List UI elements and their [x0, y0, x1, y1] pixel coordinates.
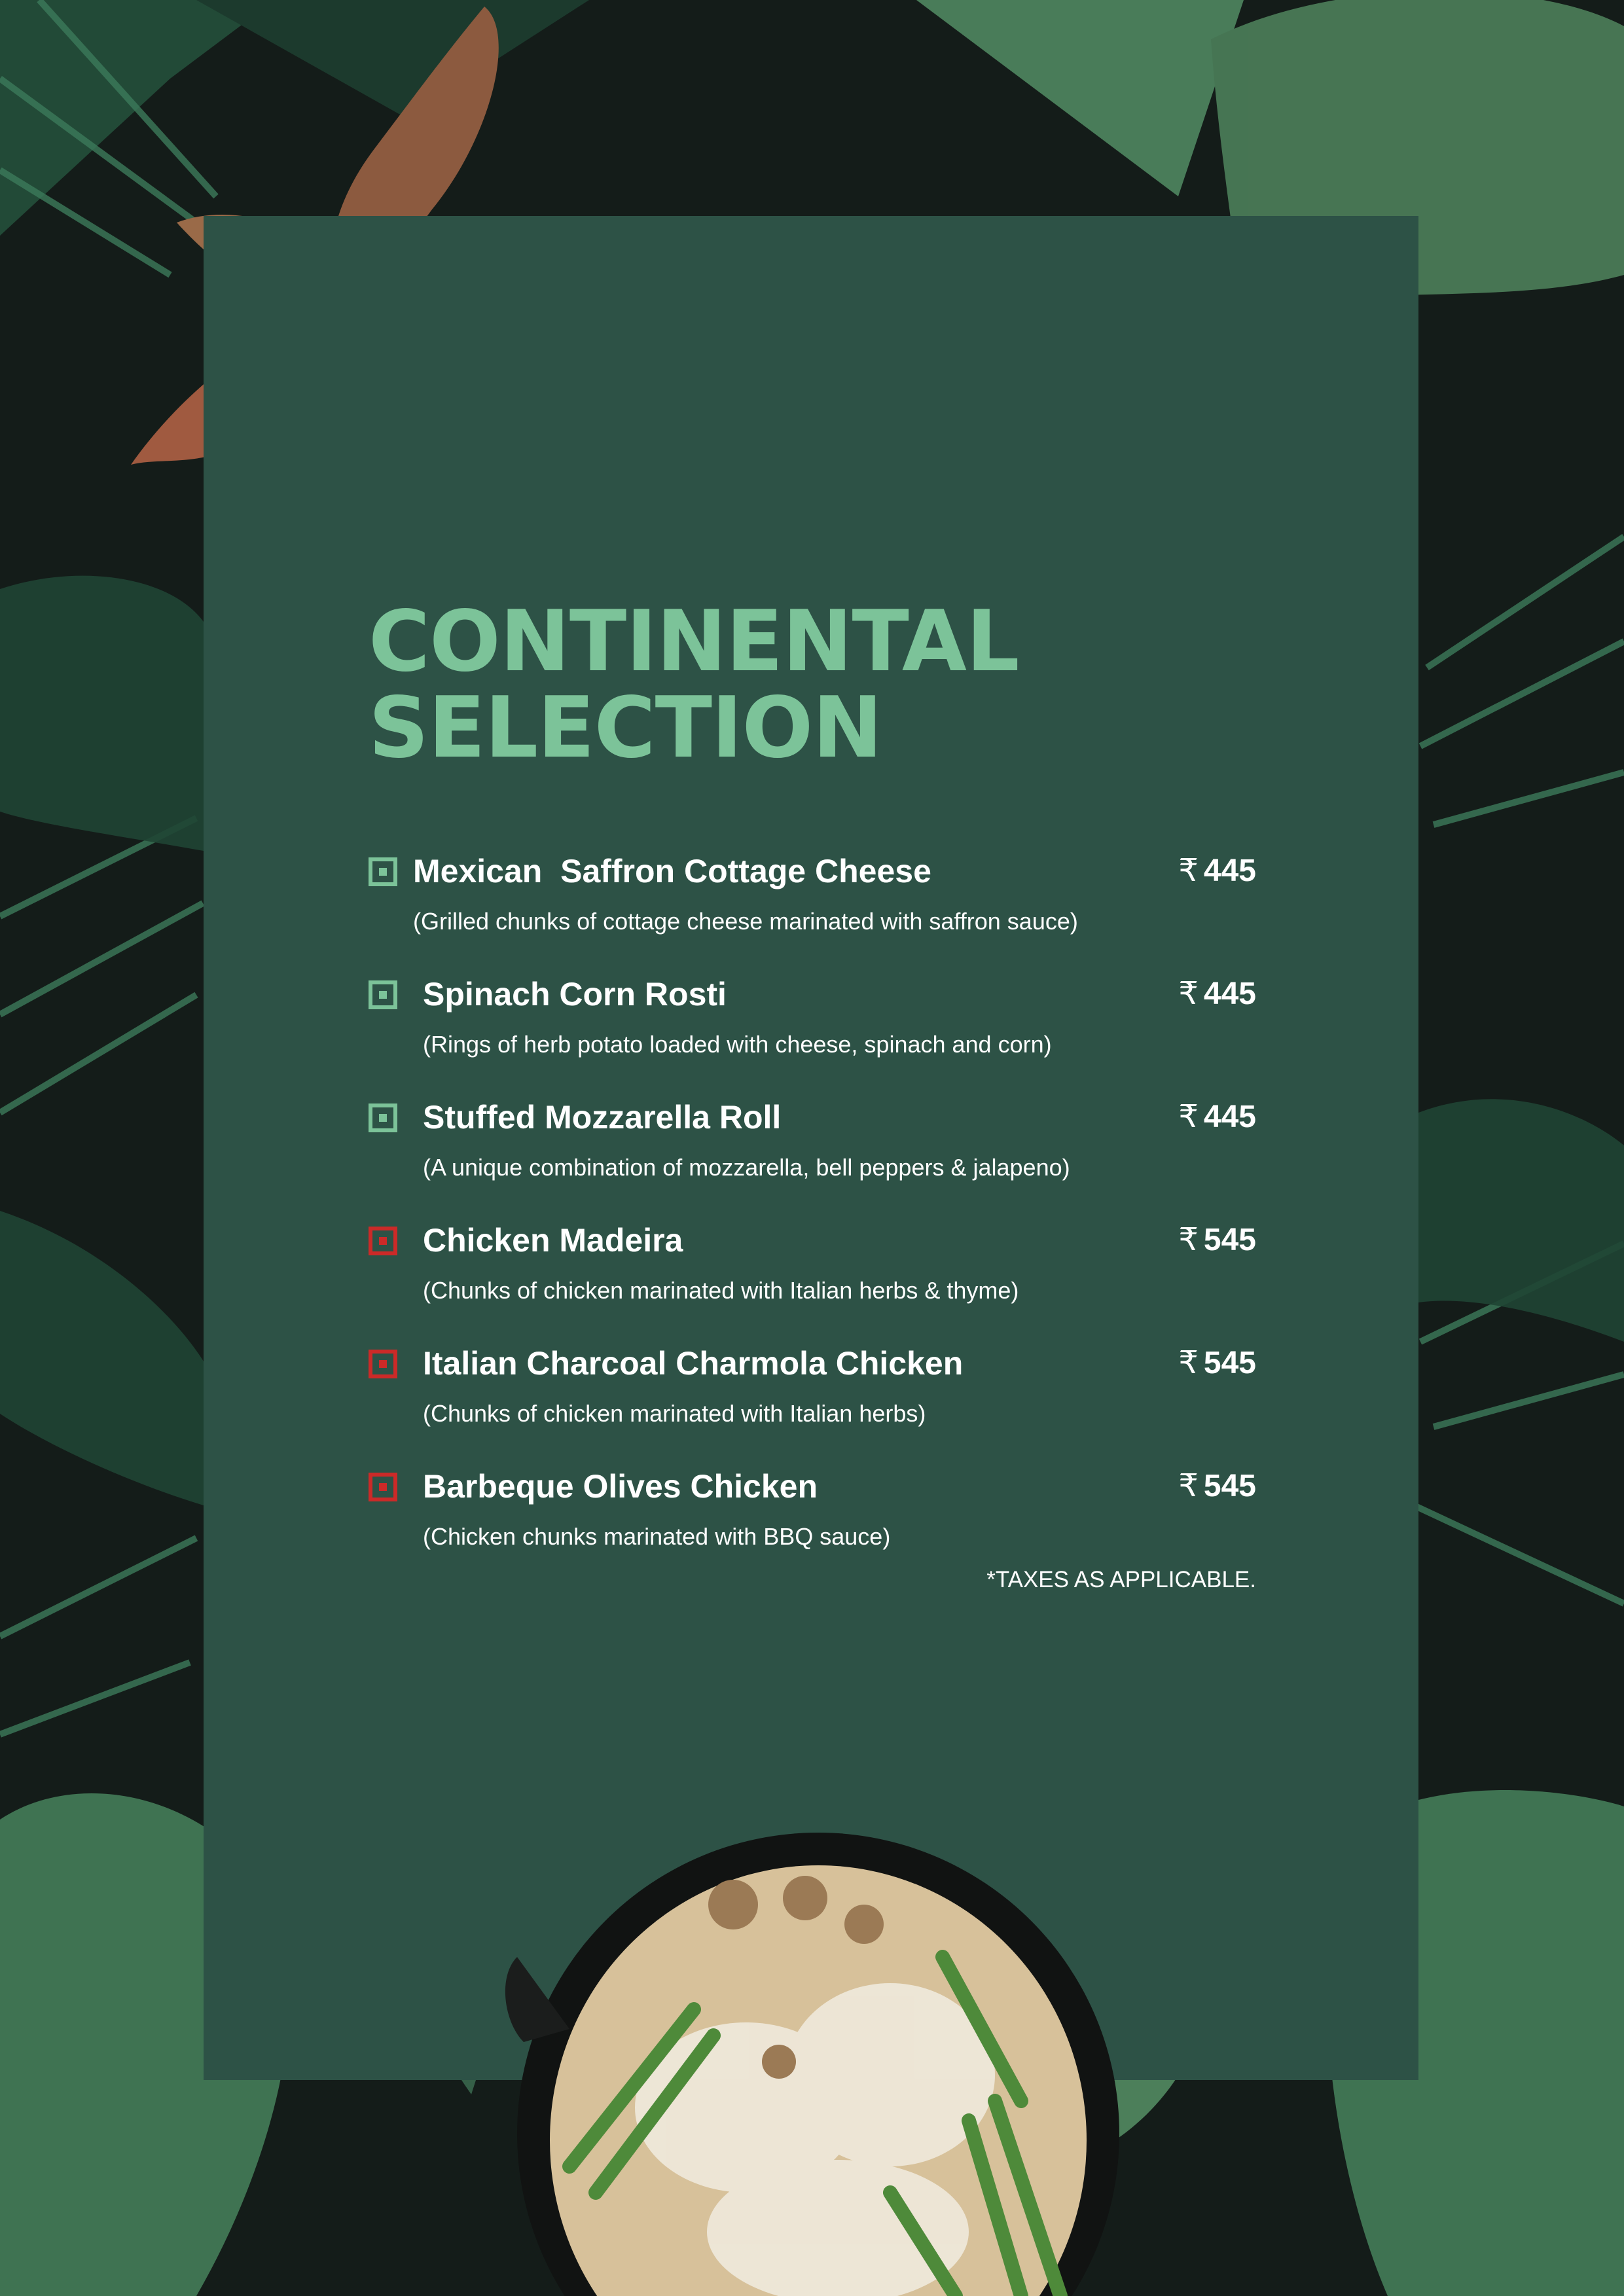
item-description: (Chunks of chicken marinated with Italian herbs & thyme) — [423, 1277, 1019, 1304]
item-price-value: 445 — [1203, 977, 1256, 1011]
item-price — [1178, 967, 1256, 1021]
non-veg-marker-icon — [369, 1227, 397, 1255]
menu-item — [369, 967, 1256, 1085]
menu-title-line-2: SELECTION — [369, 679, 882, 777]
menu-item — [369, 1213, 1256, 1331]
menu-title — [369, 593, 1019, 777]
rupee-icon: ₹ — [1178, 977, 1199, 1011]
item-description: (Rings of herb potato loaded with cheese, spinach and corn) — [423, 1031, 1052, 1058]
item-price — [1178, 1090, 1256, 1144]
veg-marker-icon — [369, 1103, 397, 1132]
taxes-note: *TAXES AS APPLICABLE. — [986, 1567, 1256, 1592]
menu-item — [369, 1460, 1256, 1577]
item-price-value: 545 — [1203, 1346, 1256, 1380]
rupee-icon: ₹ — [1178, 1346, 1199, 1380]
item-name: Barbeque Olives Chicken — [423, 1468, 818, 1505]
item-name: Stuffed Mozzarella Roll — [423, 1099, 782, 1136]
rupee-icon: ₹ — [1178, 1469, 1199, 1503]
item-name: Mexican Saffron Cottage Cheese — [413, 853, 931, 889]
item-name: Chicken Madeira — [423, 1222, 683, 1259]
item-price — [1178, 1460, 1256, 1513]
item-price-value: 545 — [1203, 1469, 1256, 1503]
non-veg-marker-icon — [369, 1350, 397, 1378]
item-description: (Chunks of chicken marinated with Italian herbs) — [423, 1400, 926, 1427]
item-price-value: 545 — [1203, 1223, 1256, 1257]
item-price — [1178, 1336, 1256, 1390]
item-name: Spinach Corn Rosti — [423, 976, 727, 1013]
veg-marker-icon — [369, 980, 397, 1009]
food-photo — [497, 1826, 1139, 2296]
item-name: Italian Charcoal Charmola Chicken — [423, 1345, 964, 1382]
item-price — [1178, 844, 1256, 898]
item-price — [1178, 1213, 1256, 1267]
rupee-icon: ₹ — [1178, 853, 1199, 888]
item-description: (A unique combination of mozzarella, bell peppers & jalapeno) — [423, 1154, 1070, 1181]
non-veg-marker-icon — [369, 1473, 397, 1501]
menu-item — [369, 844, 1256, 962]
veg-marker-icon — [369, 857, 397, 886]
menu-item — [369, 1336, 1256, 1454]
item-description: (Chicken chunks marinated with BBQ sauce) — [423, 1523, 891, 1550]
rupee-icon: ₹ — [1178, 1100, 1199, 1134]
item-description: (Grilled chunks of cottage cheese marinated with saffron sauce) — [413, 908, 1078, 935]
item-price-value: 445 — [1203, 853, 1256, 888]
rupee-icon: ₹ — [1178, 1223, 1199, 1257]
item-price-value: 445 — [1203, 1100, 1256, 1134]
menu-title-line-1: CONTINENTAL — [369, 593, 1019, 691]
menu-item — [369, 1090, 1256, 1208]
